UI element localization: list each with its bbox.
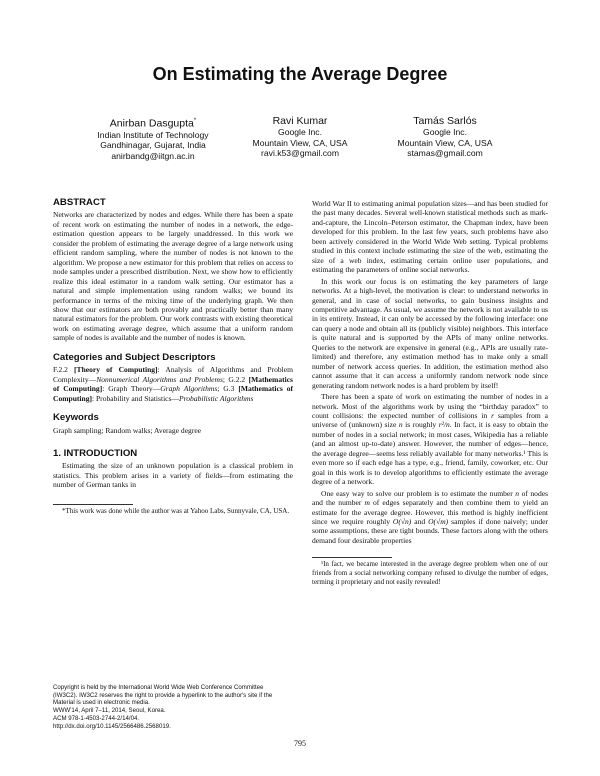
author-email: anirbandg@iitgn.ac.in [111, 150, 195, 161]
footnote-rule [53, 504, 133, 505]
author-footnote: *This work was done while the author was at Yahoo Labs, Sunnyvale, CA, USA. [62, 506, 290, 515]
author-block-1 [78, 115, 228, 161]
footnote-text: ¹In fact, we became interested in the average degree problem when one of our friends from a social networking company refused to divulge the number of edges, terming it proprietary and not easily revealed! [312, 560, 548, 586]
author-affiliation: Indian Institute of Technology [97, 129, 209, 140]
author-address: Gandhinagar, Gujarat, India [100, 140, 206, 150]
page-number: 795 [294, 739, 306, 748]
doi-link[interactable]: http://dx.doi.org/10.1145/2566486.2568019. [53, 722, 171, 730]
author-block-3 [375, 115, 515, 159]
author-affiliation: Google Inc. [278, 127, 322, 137]
paper-title: On Estimating the Average Degree [152, 64, 448, 84]
abstract-text: Networks are characterized by nodes and edges. While there has been a spate of recent work on estimating the number of nodes in a network, the edge-estimation question appears to be largely unaddressed. In this work we consider the problem of estimating the average degree of a large network using efficient random sampling, where the number of nodes is not known to the algorithm. We propose a new estimator for this problem that relies on access to node samples under a prescribed distribution. Next, we show how to efficiently realize this ideal estimator in a random walk setting. Our estimator has a natural and simple implementation using random walks; we bound its performance in terms of the mixing time of the underlying graph. We then show that our estimators are both provably and practically better than many natural estimators for the problem. Our work contrasts with existing theoretical work on estimating average degree, which assume that a uniform random sample of nodes is available and the number of nodes is known. [53, 210, 293, 343]
keywords-heading: Keywords [53, 412, 99, 424]
author-address: Mountain View, CA, USA [397, 137, 493, 148]
author-name: Ravi Kumar [272, 115, 328, 127]
body-paragraph: In this work our focus is on estimating the key parameters of large networks. At a high-level, the motivation is clear: to understand networks in general, and in case of social networks, to gain business insights and competitive advantage. As usual, we assume the network is not available to us in its entirety. Instead, it can only be accessed by the following interface: one can query a node and obtain all its (publicly visible) neighbors. This interface is quite natural and is supported by the APIs of many online networks. Queries to the network are expensive in general (e.g., APIs are usually rate-limited) and therefore, any estimation method has to make only a small number of network access queries. In addition, the estimation method also cannot assume that it can access a uniformly random network node since generating random network nodes is a hard problem by itself! [312, 276, 548, 390]
author-email: ravi.k53@gmail.com [261, 148, 339, 158]
categories-text: F.2.2 [Theory of Computing]: Analysis of Algorithms and Problem Complexity—Nonnumerical Algorithms and Problems; G.2.2 [Mathematics of Computing]: Graph Theory—Graph Algorithms; G.3 [Mathematics of Computing]: Probability and Statistics—Probabilistic Algorithms [53, 365, 293, 403]
author-affiliation: Google Inc. [423, 127, 467, 137]
body-paragraph: There has been a spate of work on estimating the number of nodes in a network. Most of the algorithms work by using the “birthday paradox” to count collisions: the expected number of collisions in r samples from a universe of (unknown) size n is roughly r²/n. In fact, it is easy to obtain the number of nodes in a social network; in most cases, Wikipedia has a reliable (and an almost up-to-date) answer. However, the number of edges—hence, the average degree—seems less reliably available for many networks.¹ This is even more so if each edge has a type, e.g., friend, family, coworker, etc. Our goal in this work is to develop algorithms to efficiently estimate the average degree of a network. [312, 392, 548, 487]
left-column [53, 198, 293, 515]
body-paragraph: One easy way to solve our problem is to estimate the number n of nodes and the number m of edges separately and then combine them to yield an estimate for the average degree. However, this method is highly inefficient since we require roughly O(√n) and O(√m) samples if done naively; under some assumptions, these are tight bounds. These factors along with the others demand four desirable properties [312, 488, 549, 545]
author-block-2 [229, 115, 371, 159]
categories-heading: Categories and Subject Descriptors [53, 351, 216, 363]
author-address: Mountain View, CA, USA [252, 137, 348, 148]
author-name: Anirban Dasgupta [109, 117, 194, 130]
copyright-text: Copyright is held by the International World Wide Web Conference Committee (IW3C2). IW3C2 reserves the right to provide a hyperlink to the author's site if the Material is used in electronic media. [53, 684, 273, 707]
author-name: Tamás Sarlós [413, 115, 477, 127]
footnote-rule [312, 557, 392, 558]
author-email: stamas@gmail.com [407, 148, 483, 158]
keywords-text: Graph sampling; Random walks; Average degree [53, 425, 202, 435]
copyright-notice [53, 684, 289, 730]
right-column [312, 199, 548, 586]
author-footnote-mark: * [193, 118, 197, 124]
abstract-heading: ABSTRACT [53, 197, 106, 208]
intro-heading: 1. INTRODUCTION [53, 447, 138, 459]
conference-info: WWW'14, April 7–11, 2014, Seoul, Korea. [53, 707, 166, 715]
intro-text: Estimating the size of an unknown population is a classical problem in statistics. This problem arises in a variety of fields—from estimating the number of German tanks in [53, 461, 293, 490]
body-paragraph: World War II to estimating animal population sizes—and has been studied for the past many decades. Several well-known statistical methods such as mark-and-capture, the Lincoln–Peterson estimator, the Chapman index, have been developed for this problem. In the last few years, such problems have also been actively considered in the World Wide Web setting. Typical problems studied in this context include estimating the size of the web, estimating the size of a web index, estimating certain online user populations, and estimating the parameters of online social networks. [312, 199, 548, 275]
acm-isbn: ACM 978-1-4503-2744-2/14/04. [53, 714, 140, 722]
